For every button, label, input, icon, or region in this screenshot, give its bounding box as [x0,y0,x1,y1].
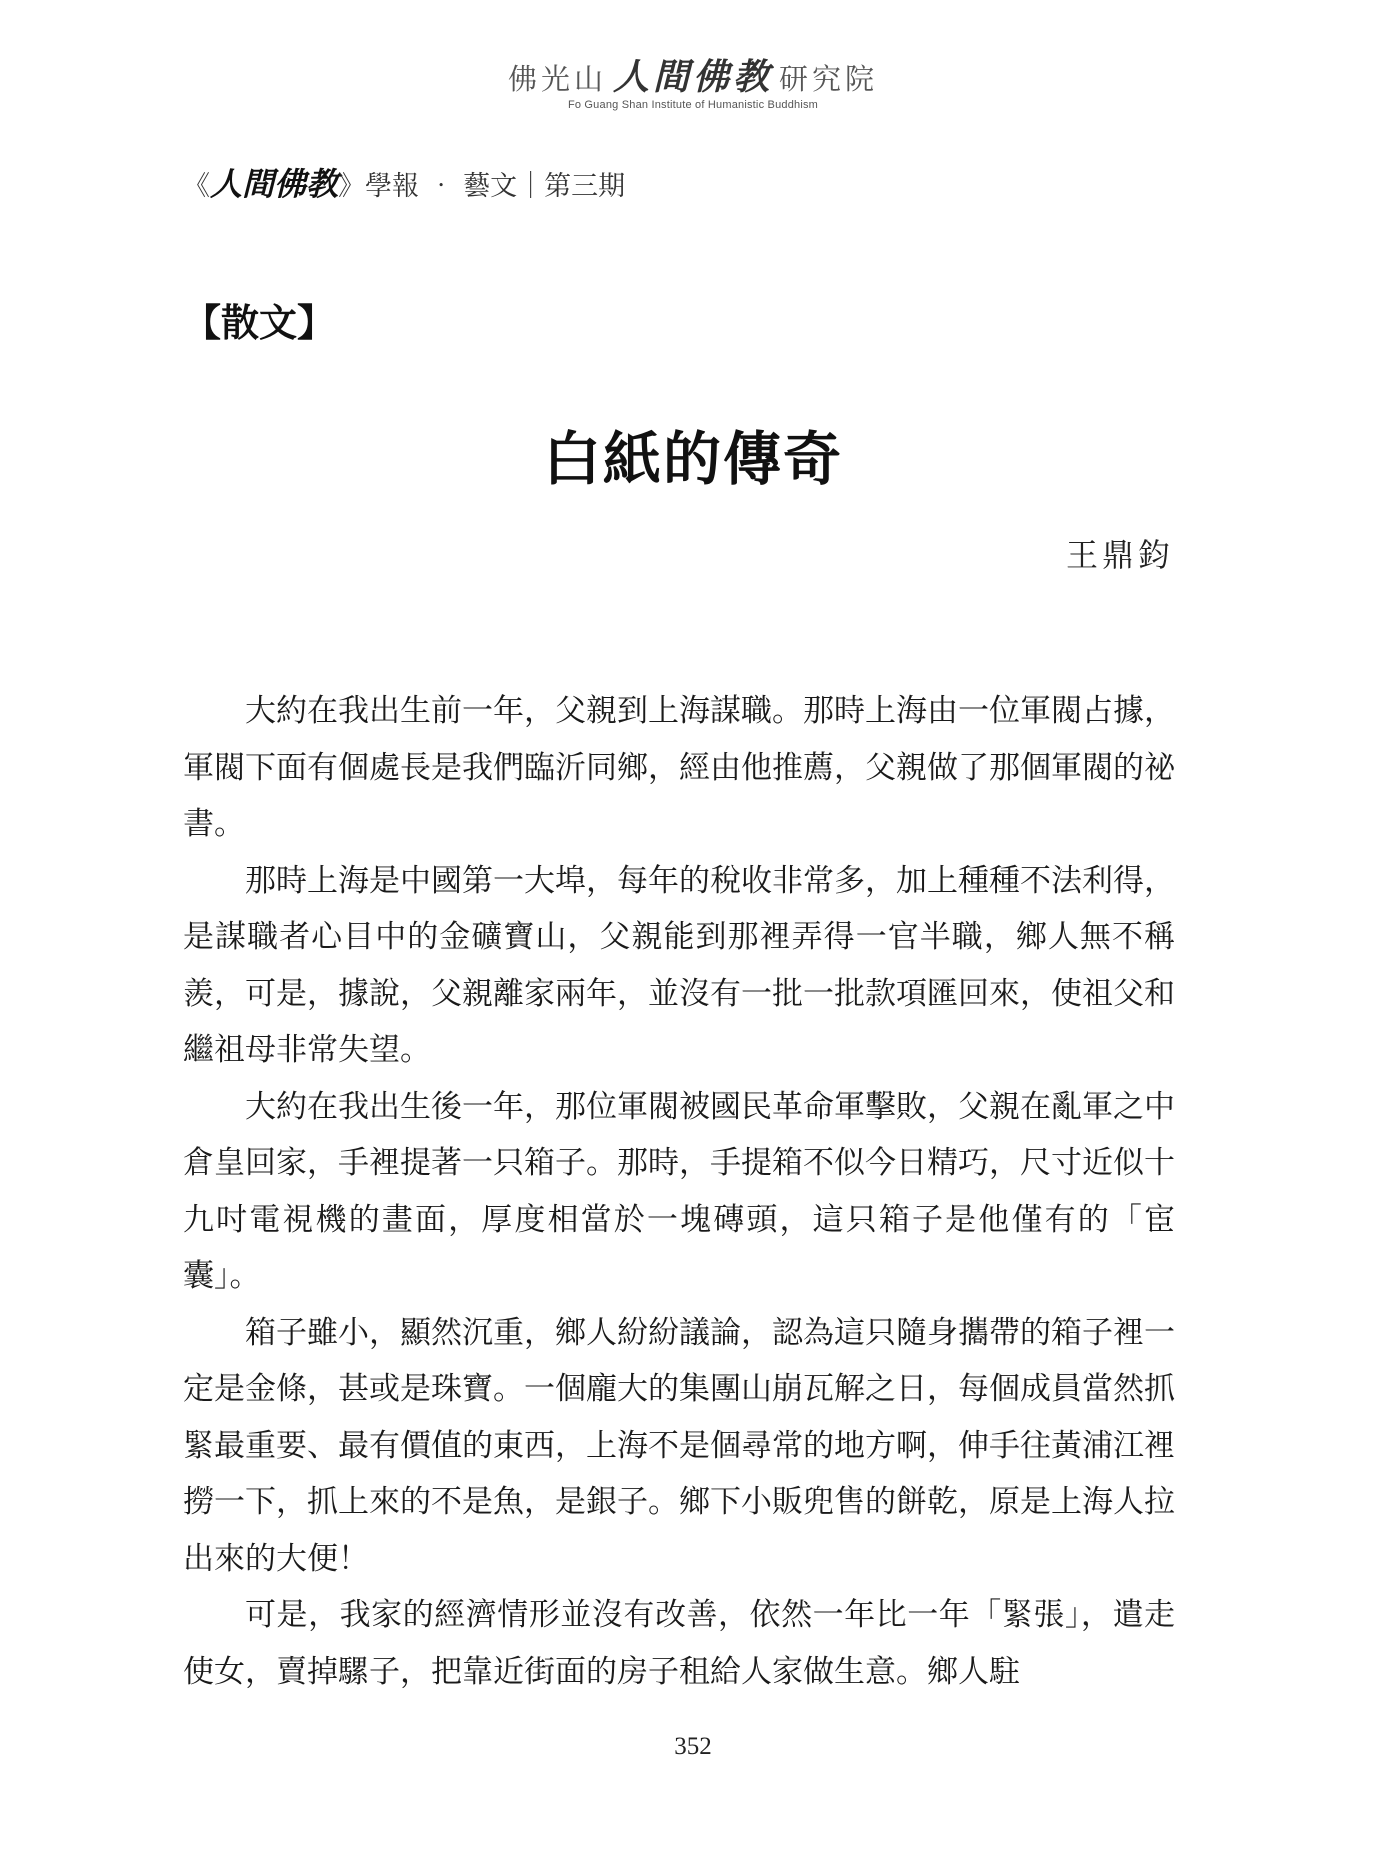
institute-suffix: 研究院 [779,62,879,96]
journal-close-bracket: 》 [338,171,366,202]
journal-open-bracket: 《 [183,171,210,202]
institute-english-name: Fo Guang Shan Institute of Humanistic Buddhism [567,99,819,111]
section-label: 【散文】 [183,300,336,345]
page-number: 352 [674,1733,712,1760]
body-paragraph: 箱子雖小，顯然沉重，鄉人紛紛議論，認為這只隨身攜帶的箱子裡一定是金條，甚或是珠寶。一個龐大的集團山崩瓦解之日，每個成員當然抓緊最重要、最有價值的東西，上海不是個尋常的地方啊，伸手往黃浦江裡撈一下，抓上來的不是魚，是銀子。鄉下小販兜售的餅乾，原是上海人拉出來的大便！ [183,1314,1175,1577]
institute-header [0,57,1386,111]
article-title: 白紙的傳奇 [542,425,843,493]
article-body [183,683,1175,1700]
institute-name [0,57,1386,98]
institute-brand-logo: 人間佛教 [612,57,773,98]
body-paragraph: 可是，我家的經濟情形並沒有改善，依然一年比一年「緊張」，遣走使女，賣掉騾子，把靠近街面的房子租給人家做生意。鄉人駐 [183,1597,1175,1690]
article-author: 王鼎鈞 [1065,536,1174,574]
journal-issue-text: 學報 ‧ 藝文｜第三期 [365,171,626,202]
journal-brand: 人間佛教 [210,165,339,203]
body-paragraph: 大約在我出生後一年，那位軍閥被國民革命軍擊敗，父親在亂軍之中倉皇回家，手裡提著一只箱子。那時，手提箱不似今日精巧，尺寸近似十九吋電視機的畫面，厚度相當於一塊磚頭，這只箱子是他僅有的「宦囊」。 [183,1088,1175,1294]
body-paragraph: 那時上海是中國第一大埠，每年的稅收非常多，加上種種不法利得，是謀職者心目中的金礦寶山，父親能到那裡弄得一官半職，鄉人無不稱羨，可是，據說，父親離家兩年，並沒有一批一批款項匯回來，使祖父和繼祖母非常失望。 [183,862,1175,1068]
journal-header [183,164,625,207]
body-paragraph: 大約在我出生前一年，父親到上海謀職。那時上海由一位軍閥占據，軍閥下面有個處長是我們臨沂同鄉，經由他推薦，父親做了那個軍閥的祕書。 [183,693,1175,842]
institute-prefix: 佛光山 [507,62,607,96]
